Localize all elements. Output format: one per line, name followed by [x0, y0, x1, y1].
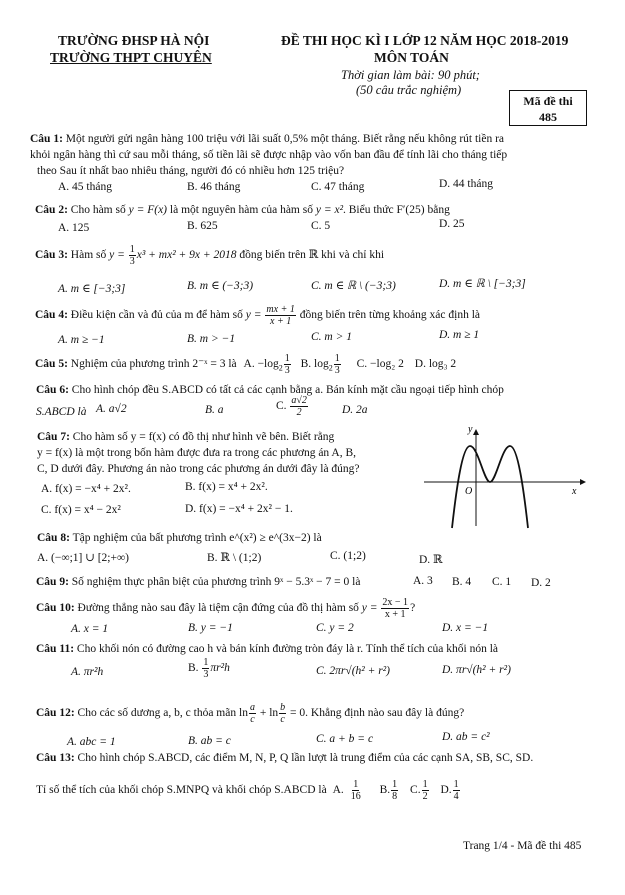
origin-label: O	[465, 486, 473, 497]
q3-option-d[interactable]: D. m ∈ ℝ \ [−3;3]	[439, 278, 526, 290]
q11-option-d[interactable]: D. πr√(h² + r²)	[442, 664, 511, 676]
fraction-denominator: 8	[392, 790, 398, 802]
fraction-denominator: 3	[129, 255, 135, 267]
fraction-denominator: 2	[422, 790, 428, 802]
math-expression: x³ + mx² + 9x + 2018	[136, 249, 237, 261]
math-expression: y =	[361, 602, 381, 614]
y-axis-label: y	[468, 424, 473, 435]
fraction-numerator: 1	[129, 243, 135, 255]
question-label: Câu 6:	[36, 384, 69, 396]
question-text-part: Cho hàm số	[70, 204, 129, 216]
question-label: Câu 2:	[35, 204, 68, 216]
q5-option-c[interactable]: C. −log₂ 2	[356, 358, 404, 370]
fraction-numerator: 1	[422, 778, 428, 790]
q6-option-c[interactable]	[276, 395, 309, 418]
question-1-line-3: theo Sau ít nhất bao nhiêu tháng, người đó có nhiều hơn 125 triệu?	[37, 165, 345, 177]
question-text: Cho hình chóp S.ABCD, các điểm M, N, P, Q lần lượt là trung điểm của các cạnh SA, SB, SC, SD.	[77, 752, 534, 764]
fraction	[284, 353, 291, 376]
option-letter: C.	[276, 400, 287, 413]
q10-option-d[interactable]: D. x = −1	[442, 622, 489, 634]
question-label: Câu 10:	[36, 602, 75, 614]
q1-option-a[interactable]: A. 45 tháng	[58, 181, 112, 193]
q4-option-a[interactable]: A. m ≥ −1	[58, 334, 105, 346]
question-4	[35, 303, 480, 327]
question-9	[36, 575, 360, 589]
question-12	[36, 700, 464, 726]
fraction-denominator: 4	[453, 790, 459, 802]
fraction	[249, 702, 256, 725]
fraction-numerator: a	[249, 701, 255, 713]
math-expression: y =	[109, 249, 128, 261]
question-text-part: Khẳng định nào sau đây là đúng?	[308, 707, 465, 719]
fraction-numerator: 2x − 1	[382, 596, 409, 608]
question-label: Câu 12:	[36, 707, 75, 719]
q1-option-d[interactable]: D. 44 tháng	[439, 178, 493, 190]
exam-code-box	[509, 90, 587, 126]
q2-option-c[interactable]: C. 5	[311, 220, 331, 232]
fraction	[381, 597, 409, 620]
option-text: A. −log	[243, 358, 279, 370]
question-1	[30, 132, 504, 146]
question-label: Câu 1:	[30, 133, 63, 145]
log-base: 2	[278, 363, 283, 373]
fraction-numerator: mx + 1	[266, 303, 295, 315]
q3-option-b[interactable]: B. m ∈ (−3;3)	[187, 280, 254, 292]
q1-option-c[interactable]: C. 47 tháng	[311, 181, 365, 193]
question-5	[35, 352, 456, 380]
q8-option-c[interactable]: C. (1;2)	[330, 550, 366, 562]
function-graph	[420, 422, 590, 530]
option-letter: A.	[332, 784, 344, 796]
math-expression: = 0.	[287, 707, 309, 719]
fraction	[453, 779, 460, 802]
fraction	[265, 304, 295, 327]
q4-option-c[interactable]: C. m > 1	[311, 331, 352, 343]
graph-curve	[452, 446, 528, 528]
question-text: Cho hình chóp đều S.ABCD có tất cả các cạnh bằng a. Bán kính mặt cầu ngoại tiếp hình chóp	[71, 384, 504, 396]
question-label: Câu 5:	[35, 358, 68, 370]
question-10	[36, 596, 415, 620]
q3-option-a[interactable]: A. m ∈ [−3;3]	[58, 283, 126, 295]
option-letter: D.	[440, 784, 452, 796]
q9-option-a[interactable]: A. 3	[413, 575, 433, 587]
q7-option-a[interactable]: A. f(x) = −x⁴ + 2x².	[41, 483, 131, 495]
q6-option-d[interactable]: D. 2a	[342, 404, 368, 416]
fraction-denominator: x + 1	[384, 608, 406, 620]
option-text: B. log	[300, 358, 329, 370]
fraction-numerator: 1	[353, 778, 359, 790]
question-11	[36, 642, 498, 656]
question-text: Số nghiệm thực phân biệt của phương trình 9ˣ − 5.3ˣ − 7 = 0 là	[71, 576, 361, 588]
question-8	[37, 531, 322, 545]
q6-option-a[interactable]: A. a√2	[96, 403, 127, 415]
school-name-1: TRƯỜNG ĐHSP HÀ NỘI	[58, 33, 210, 48]
q13-option-d[interactable]	[440, 778, 460, 802]
question-label: Câu 8:	[37, 532, 70, 544]
fraction	[202, 657, 209, 680]
q10-option-c[interactable]: C. y = 2	[316, 622, 354, 634]
q5-option-d[interactable]: D. log₃ 2	[414, 358, 457, 370]
fraction	[290, 395, 308, 418]
q8-option-b[interactable]: B. ℝ \ (1;2)	[207, 552, 262, 564]
q5-option-a[interactable]	[243, 352, 292, 376]
q1-option-b[interactable]: B. 46 tháng	[187, 181, 241, 193]
math-expression: y = F(x)	[128, 204, 168, 216]
q12-option-a[interactable]: A. abc = 1	[67, 736, 116, 748]
fraction-denominator: 2	[296, 407, 302, 418]
fraction	[350, 779, 362, 802]
q12-option-d[interactable]: D. ab = c²	[442, 731, 490, 743]
question-text: Cho hàm số y = f(x) có đồ thị như hình vẽ bên. Biết rằng	[72, 431, 335, 443]
q9-option-b[interactable]: B. 4	[452, 576, 472, 588]
fraction	[129, 244, 136, 267]
q10-option-a[interactable]: A. x = 1	[71, 623, 109, 635]
subject-title: MÔN TOÁN	[374, 50, 449, 65]
question-text: Tỉ số thể tích của khối chóp S.MNPQ và khối chóp S.ABCD là	[36, 784, 327, 796]
math-expression: y =	[245, 309, 265, 321]
math-expression: ln	[239, 707, 248, 719]
q10-option-b[interactable]: B. y = −1	[188, 622, 233, 634]
q2-option-b[interactable]: B. 625	[187, 220, 218, 232]
question-text-part: Điều kiện cần và đủ của m để hàm số	[70, 309, 246, 321]
question-6	[36, 383, 504, 397]
q7-option-b[interactable]: B. f(x) = x⁴ + 2x².	[185, 481, 268, 493]
fraction-denominator: 16	[350, 790, 361, 802]
fraction-numerator: b	[280, 701, 286, 713]
q13-option-b[interactable]	[379, 778, 400, 802]
fraction	[391, 779, 398, 802]
question-label: Câu 9:	[36, 576, 69, 588]
q4-option-b[interactable]: B. m > −1	[187, 333, 236, 345]
question-label: Câu 13:	[36, 752, 75, 764]
question-text-part: Đường thẳng nào sau đây là tiệm cận đứng của đồ thị hàm số	[77, 602, 362, 614]
fraction-denominator: 3	[284, 364, 290, 376]
fraction-denominator: 3	[334, 364, 340, 376]
x-axis-label: x	[572, 486, 577, 497]
q8-option-a[interactable]: A. (−∞;1] ∪ [2;+∞)	[37, 552, 130, 564]
fraction-numerator: 1	[392, 778, 398, 790]
fraction-numerator: 1	[334, 352, 340, 364]
fraction-numerator: 1	[203, 657, 209, 668]
q8-option-d[interactable]: D. ℝ	[419, 554, 443, 566]
math-expression: + ln	[256, 707, 279, 719]
fraction	[279, 702, 286, 725]
fraction-denominator: x + 1	[270, 315, 292, 327]
exam-code-label: Mã đề thi	[523, 94, 573, 108]
question-13-line-2	[36, 776, 461, 804]
question-3	[35, 243, 384, 267]
q12-option-b[interactable]: B. ab = c	[188, 735, 231, 747]
q7-option-d[interactable]: D. f(x) = −x⁴ + 2x² − 1.	[185, 503, 293, 515]
q9-option-d[interactable]: D. 2	[531, 577, 551, 589]
option-letter: B.	[379, 784, 391, 796]
fraction-numerator: 1	[284, 352, 290, 364]
question-text-part: là một nguyên hàm của hàm số	[167, 204, 316, 216]
q2-option-d[interactable]: D. 25	[439, 218, 465, 230]
q13-option-a[interactable]	[332, 778, 363, 802]
q2-option-a[interactable]: A. 125	[58, 222, 90, 234]
question-7	[37, 430, 334, 444]
question-text-part: đồng biến trên ℝ khi và chỉ khi	[236, 249, 385, 261]
y-axis-arrow	[473, 429, 479, 435]
q3-option-c[interactable]: C. m ∈ ℝ \ (−3;3)	[311, 280, 396, 292]
fraction	[334, 353, 341, 376]
exam-code-value: 485	[539, 110, 557, 124]
q12-option-c[interactable]: C. a + b = c	[316, 733, 374, 745]
question-6-line-2: S.ABCD là	[36, 406, 87, 418]
question-text: Cho khối nón có đường cao h và bán kính đường tròn đáy là r. Tính thể tích của khối nón là	[76, 643, 498, 655]
question-label: Câu 3:	[35, 249, 68, 261]
question-1-line-2: khỏi ngân hàng thì cứ sau mỗi tháng, số tiền lãi sẽ được nhập vào vốn ban đầu để tính lãi cho tháng tiếp	[30, 149, 508, 161]
question-2	[35, 203, 450, 217]
question-text-part: ?	[410, 602, 416, 614]
question-text-part: Cho các số dương a, b, c thỏa mãn	[77, 707, 239, 719]
q13-option-c[interactable]	[410, 778, 430, 802]
fraction-denominator: 3	[203, 669, 209, 680]
fraction-numerator: 1	[453, 778, 459, 790]
fraction	[422, 779, 429, 802]
question-7-line-2: y = f(x) là một trong bốn hàm được đưa ra trong các phương án A, B,	[37, 447, 357, 459]
fraction-numerator: a√2	[291, 395, 307, 406]
exam-duration: Thời gian làm bài: 90 phút;	[341, 68, 480, 82]
question-text-part: đồng biến trên từng khoảng xác định là	[296, 309, 480, 321]
fraction-denominator: c	[250, 713, 255, 725]
question-text: Một người gửi ngân hàng 100 triệu với lãi suất 0,5% một tháng. Biết rằng nếu không rút tiền ra	[65, 133, 505, 145]
x-axis-arrow	[580, 479, 586, 485]
q11-option-c[interactable]: C. 2πr√(h² + r²)	[316, 665, 391, 677]
question-13	[36, 751, 533, 765]
q7-option-c[interactable]: C. f(x) = x⁴ − 2x²	[41, 504, 121, 516]
q11-option-a[interactable]: A. πr²h	[71, 666, 104, 678]
q6-option-b[interactable]: B. a	[205, 404, 224, 416]
fraction-denominator: c	[280, 713, 285, 725]
question-text: Tập nghiệm của bất phương trình e^(x²) ≥ e^(3x−2) là	[72, 532, 322, 544]
question-text: Nghiệm của phương trình 2⁻ˣ = 3 là	[70, 358, 237, 370]
q11-option-b[interactable]	[188, 657, 230, 680]
question-label: Câu 11:	[36, 643, 75, 655]
q4-option-d[interactable]: D. m ≥ 1	[439, 329, 480, 341]
exam-title: ĐỀ THI HỌC KÌ I LỚP 12 NĂM HỌC 2018-2019	[281, 33, 569, 48]
option-letter: B.	[188, 662, 199, 675]
page-footer: Trang 1/4 - Mã đề thi 485	[463, 840, 582, 852]
question-text-part: . Biểu thức F′(25) bằng	[343, 204, 450, 216]
q5-option-b[interactable]	[300, 352, 342, 376]
option-text: πr²h	[210, 662, 230, 675]
question-label: Câu 4:	[35, 309, 68, 321]
question-7-line-3: C, D dưới đây. Phương án nào trong các phương án dưới đây là đúng?	[37, 463, 360, 475]
question-label: Câu 7:	[37, 431, 70, 443]
option-letter: C.	[410, 784, 421, 796]
log-base: 2	[328, 363, 333, 373]
school-name-2: TRƯỜNG THPT CHUYÊN	[50, 50, 212, 65]
question-count: (50 câu trắc nghiệm)	[356, 83, 462, 97]
q9-option-c[interactable]: C. 1	[492, 576, 512, 588]
math-expression: y = x²	[315, 204, 344, 216]
question-text-part: Hàm số	[70, 249, 110, 261]
